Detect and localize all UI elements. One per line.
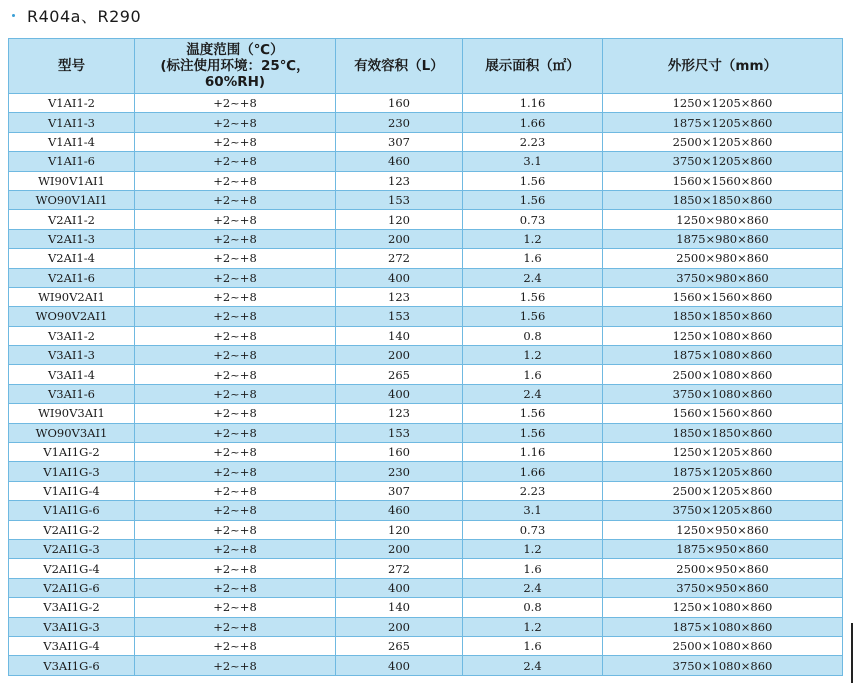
- cell-volume: 153: [336, 423, 463, 442]
- refrigerant-heading: [12, 4, 141, 26]
- cell-display-area: 1.56: [463, 287, 603, 306]
- spec-table: [8, 38, 843, 676]
- cell-temperature: +2~+8: [135, 113, 336, 132]
- cell-model: V1AI1G-3: [9, 462, 135, 481]
- cell-dimensions: 1250×1205×860: [603, 443, 843, 462]
- edge-divider: [851, 623, 853, 683]
- cell-dimensions: 3750×980×860: [603, 268, 843, 287]
- cell-model: V2AI1G-3: [9, 539, 135, 558]
- cell-model: V1AI1-6: [9, 152, 135, 171]
- cell-dimensions: 1850×1850×860: [603, 190, 843, 209]
- cell-dimensions: 1250×1205×860: [603, 94, 843, 113]
- cell-volume: 400: [336, 578, 463, 597]
- table-row: [9, 443, 843, 462]
- header-temperature-line3: 60%RH): [204, 74, 266, 90]
- cell-model: V3AI1-4: [9, 365, 135, 384]
- header-dimensions: 外形尺寸（mm）: [603, 39, 843, 94]
- cell-temperature: +2~+8: [135, 404, 336, 423]
- table-row: [9, 190, 843, 209]
- cell-display-area: 1.6: [463, 365, 603, 384]
- header-temperature-line2: (标注使用环境：25℃，: [160, 58, 310, 74]
- cell-volume: 400: [336, 656, 463, 675]
- table-row: [9, 462, 843, 481]
- cell-dimensions: 3750×1080×860: [603, 656, 843, 675]
- cell-temperature: +2~+8: [135, 559, 336, 578]
- refrigerant-text: R404a、R290: [27, 6, 142, 26]
- cell-temperature: +2~+8: [135, 210, 336, 229]
- cell-dimensions: 1850×1850×860: [603, 307, 843, 326]
- cell-model: V1AI1-3: [9, 113, 135, 132]
- cell-dimensions: 2500×1080×860: [603, 365, 843, 384]
- cell-temperature: +2~+8: [135, 384, 336, 403]
- cell-model: WO90V1AI1: [9, 190, 135, 209]
- cell-volume: 230: [336, 462, 463, 481]
- table-row: [9, 132, 843, 151]
- cell-display-area: 1.16: [463, 443, 603, 462]
- cell-model: WI90V1AI1: [9, 171, 135, 190]
- cell-dimensions: 1875×980×860: [603, 229, 843, 248]
- cell-temperature: +2~+8: [135, 539, 336, 558]
- cell-display-area: 0.73: [463, 210, 603, 229]
- cell-volume: 200: [336, 617, 463, 636]
- cell-model: V3AI1-3: [9, 346, 135, 365]
- header-volume: 有效容积（L）: [336, 39, 463, 94]
- cell-temperature: +2~+8: [135, 617, 336, 636]
- cell-temperature: +2~+8: [135, 326, 336, 345]
- cell-dimensions: 3750×950×860: [603, 578, 843, 597]
- table-row: [9, 636, 843, 655]
- table-row: [9, 423, 843, 442]
- cell-volume: 123: [336, 287, 463, 306]
- cell-model: V3AI1-2: [9, 326, 135, 345]
- cell-display-area: 2.4: [463, 384, 603, 403]
- table-row: [9, 346, 843, 365]
- table-row: [9, 501, 843, 520]
- cell-display-area: 1.2: [463, 346, 603, 365]
- cell-dimensions: 1560×1560×860: [603, 404, 843, 423]
- cell-temperature: +2~+8: [135, 229, 336, 248]
- cell-volume: 140: [336, 326, 463, 345]
- cell-model: V2AI1G-2: [9, 520, 135, 539]
- cell-volume: 200: [336, 539, 463, 558]
- cell-dimensions: 1250×980×860: [603, 210, 843, 229]
- cell-temperature: +2~+8: [135, 152, 336, 171]
- cell-dimensions: 1875×1205×860: [603, 462, 843, 481]
- header-display-area: 展示面积（㎡）: [463, 39, 603, 94]
- cell-display-area: 1.6: [463, 249, 603, 268]
- table-row: [9, 249, 843, 268]
- cell-model: V3AI1G-6: [9, 656, 135, 675]
- cell-temperature: +2~+8: [135, 501, 336, 520]
- cell-dimensions: 1560×1560×860: [603, 287, 843, 306]
- table-row: [9, 326, 843, 345]
- cell-dimensions: 2500×1205×860: [603, 132, 843, 151]
- cell-model: WO90V2AI1: [9, 307, 135, 326]
- cell-model: WI90V3AI1: [9, 404, 135, 423]
- cell-temperature: +2~+8: [135, 578, 336, 597]
- cell-display-area: 1.56: [463, 423, 603, 442]
- cell-display-area: 3.1: [463, 152, 603, 171]
- cell-display-area: 1.66: [463, 462, 603, 481]
- table-row: [9, 481, 843, 500]
- cell-volume: 230: [336, 113, 463, 132]
- cell-temperature: +2~+8: [135, 268, 336, 287]
- cell-temperature: +2~+8: [135, 190, 336, 209]
- cell-dimensions: 1875×1080×860: [603, 617, 843, 636]
- table-row: [9, 598, 843, 617]
- cell-display-area: 1.16: [463, 94, 603, 113]
- cell-volume: 307: [336, 481, 463, 500]
- cell-volume: 265: [336, 365, 463, 384]
- cell-display-area: 1.6: [463, 636, 603, 655]
- cell-model: V1AI1G-2: [9, 443, 135, 462]
- cell-dimensions: 1875×1205×860: [603, 113, 843, 132]
- cell-dimensions: 3750×1080×860: [603, 384, 843, 403]
- cell-dimensions: 1560×1560×860: [603, 171, 843, 190]
- cell-dimensions: 3750×1205×860: [603, 501, 843, 520]
- cell-volume: 140: [336, 598, 463, 617]
- cell-temperature: +2~+8: [135, 94, 336, 113]
- cell-volume: 153: [336, 190, 463, 209]
- table-row: [9, 268, 843, 287]
- cell-temperature: +2~+8: [135, 481, 336, 500]
- cell-display-area: 3.1: [463, 501, 603, 520]
- cell-display-area: 0.8: [463, 326, 603, 345]
- cell-model: WI90V2AI1: [9, 287, 135, 306]
- cell-volume: 400: [336, 268, 463, 287]
- cell-model: V3AI1G-3: [9, 617, 135, 636]
- cell-volume: 272: [336, 559, 463, 578]
- cell-dimensions: 2500×1080×860: [603, 636, 843, 655]
- cell-volume: 272: [336, 249, 463, 268]
- cell-model: V1AI1G-4: [9, 481, 135, 500]
- table-row: [9, 520, 843, 539]
- cell-temperature: +2~+8: [135, 636, 336, 655]
- cell-temperature: +2~+8: [135, 132, 336, 151]
- cell-volume: 120: [336, 520, 463, 539]
- cell-display-area: 2.4: [463, 578, 603, 597]
- cell-model: V3AI1G-4: [9, 636, 135, 655]
- cell-model: V2AI1G-6: [9, 578, 135, 597]
- cell-display-area: 0.8: [463, 598, 603, 617]
- cell-display-area: 1.56: [463, 404, 603, 423]
- cell-model: V2AI1-4: [9, 249, 135, 268]
- table-row: [9, 404, 843, 423]
- cell-dimensions: 1250×1080×860: [603, 598, 843, 617]
- cell-volume: 120: [336, 210, 463, 229]
- cell-display-area: 2.4: [463, 268, 603, 287]
- table-row: [9, 152, 843, 171]
- cell-volume: 265: [336, 636, 463, 655]
- header-temperature: [135, 39, 336, 94]
- table-row: [9, 539, 843, 558]
- cell-model: V2AI1-2: [9, 210, 135, 229]
- table-row: [9, 287, 843, 306]
- cell-volume: 200: [336, 346, 463, 365]
- header-temperature-line1: 温度范围（℃）: [186, 42, 284, 58]
- table-body: [9, 94, 843, 676]
- table-header: [9, 39, 843, 94]
- cell-display-area: 2.4: [463, 656, 603, 675]
- cell-model: V3AI1-6: [9, 384, 135, 403]
- cell-dimensions: 1850×1850×860: [603, 423, 843, 442]
- table-row: [9, 559, 843, 578]
- cell-volume: 123: [336, 404, 463, 423]
- cell-display-area: 1.6: [463, 559, 603, 578]
- cell-temperature: +2~+8: [135, 365, 336, 384]
- table-row: [9, 113, 843, 132]
- cell-volume: 160: [336, 94, 463, 113]
- cell-display-area: 1.56: [463, 307, 603, 326]
- cell-display-area: 1.66: [463, 113, 603, 132]
- cell-temperature: +2~+8: [135, 598, 336, 617]
- cell-volume: 160: [336, 443, 463, 462]
- table-row: [9, 656, 843, 675]
- cell-display-area: 2.23: [463, 132, 603, 151]
- table-row: [9, 365, 843, 384]
- table-row: [9, 229, 843, 248]
- cell-volume: 153: [336, 307, 463, 326]
- cell-volume: 400: [336, 384, 463, 403]
- cell-display-area: 1.56: [463, 190, 603, 209]
- cell-temperature: +2~+8: [135, 287, 336, 306]
- bullet-icon: [12, 14, 15, 17]
- cell-temperature: +2~+8: [135, 443, 336, 462]
- header-row: [9, 39, 843, 94]
- cell-display-area: 1.2: [463, 617, 603, 636]
- table-row: [9, 171, 843, 190]
- cell-model: V1AI1-2: [9, 94, 135, 113]
- cell-display-area: 1.2: [463, 229, 603, 248]
- cell-display-area: 1.2: [463, 539, 603, 558]
- cell-display-area: 0.73: [463, 520, 603, 539]
- cell-dimensions: 1875×1080×860: [603, 346, 843, 365]
- cell-temperature: +2~+8: [135, 346, 336, 365]
- cell-display-area: 1.56: [463, 171, 603, 190]
- cell-volume: 460: [336, 501, 463, 520]
- header-model: 型号: [9, 39, 135, 94]
- cell-model: V3AI1G-2: [9, 598, 135, 617]
- cell-volume: 307: [336, 132, 463, 151]
- cell-temperature: +2~+8: [135, 423, 336, 442]
- cell-volume: 460: [336, 152, 463, 171]
- cell-display-area: 2.23: [463, 481, 603, 500]
- table-row: [9, 578, 843, 597]
- cell-dimensions: 2500×950×860: [603, 559, 843, 578]
- cell-model: V1AI1-4: [9, 132, 135, 151]
- cell-temperature: +2~+8: [135, 171, 336, 190]
- cell-dimensions: 2500×1205×860: [603, 481, 843, 500]
- cell-temperature: +2~+8: [135, 249, 336, 268]
- cell-model: V2AI1G-4: [9, 559, 135, 578]
- cell-volume: 123: [336, 171, 463, 190]
- cell-dimensions: 3750×1205×860: [603, 152, 843, 171]
- cell-dimensions: 2500×980×860: [603, 249, 843, 268]
- cell-volume: 200: [336, 229, 463, 248]
- cell-temperature: +2~+8: [135, 656, 336, 675]
- table-row: [9, 617, 843, 636]
- cell-model: WO90V3AI1: [9, 423, 135, 442]
- cell-model: V1AI1G-6: [9, 501, 135, 520]
- table-row: [9, 94, 843, 113]
- table-row: [9, 210, 843, 229]
- cell-temperature: +2~+8: [135, 462, 336, 481]
- cell-dimensions: 1250×1080×860: [603, 326, 843, 345]
- cell-model: V2AI1-6: [9, 268, 135, 287]
- table-row: [9, 384, 843, 403]
- cell-temperature: +2~+8: [135, 520, 336, 539]
- table-row: [9, 307, 843, 326]
- cell-dimensions: 1875×950×860: [603, 539, 843, 558]
- cell-model: V2AI1-3: [9, 229, 135, 248]
- cell-dimensions: 1250×950×860: [603, 520, 843, 539]
- cell-temperature: +2~+8: [135, 307, 336, 326]
